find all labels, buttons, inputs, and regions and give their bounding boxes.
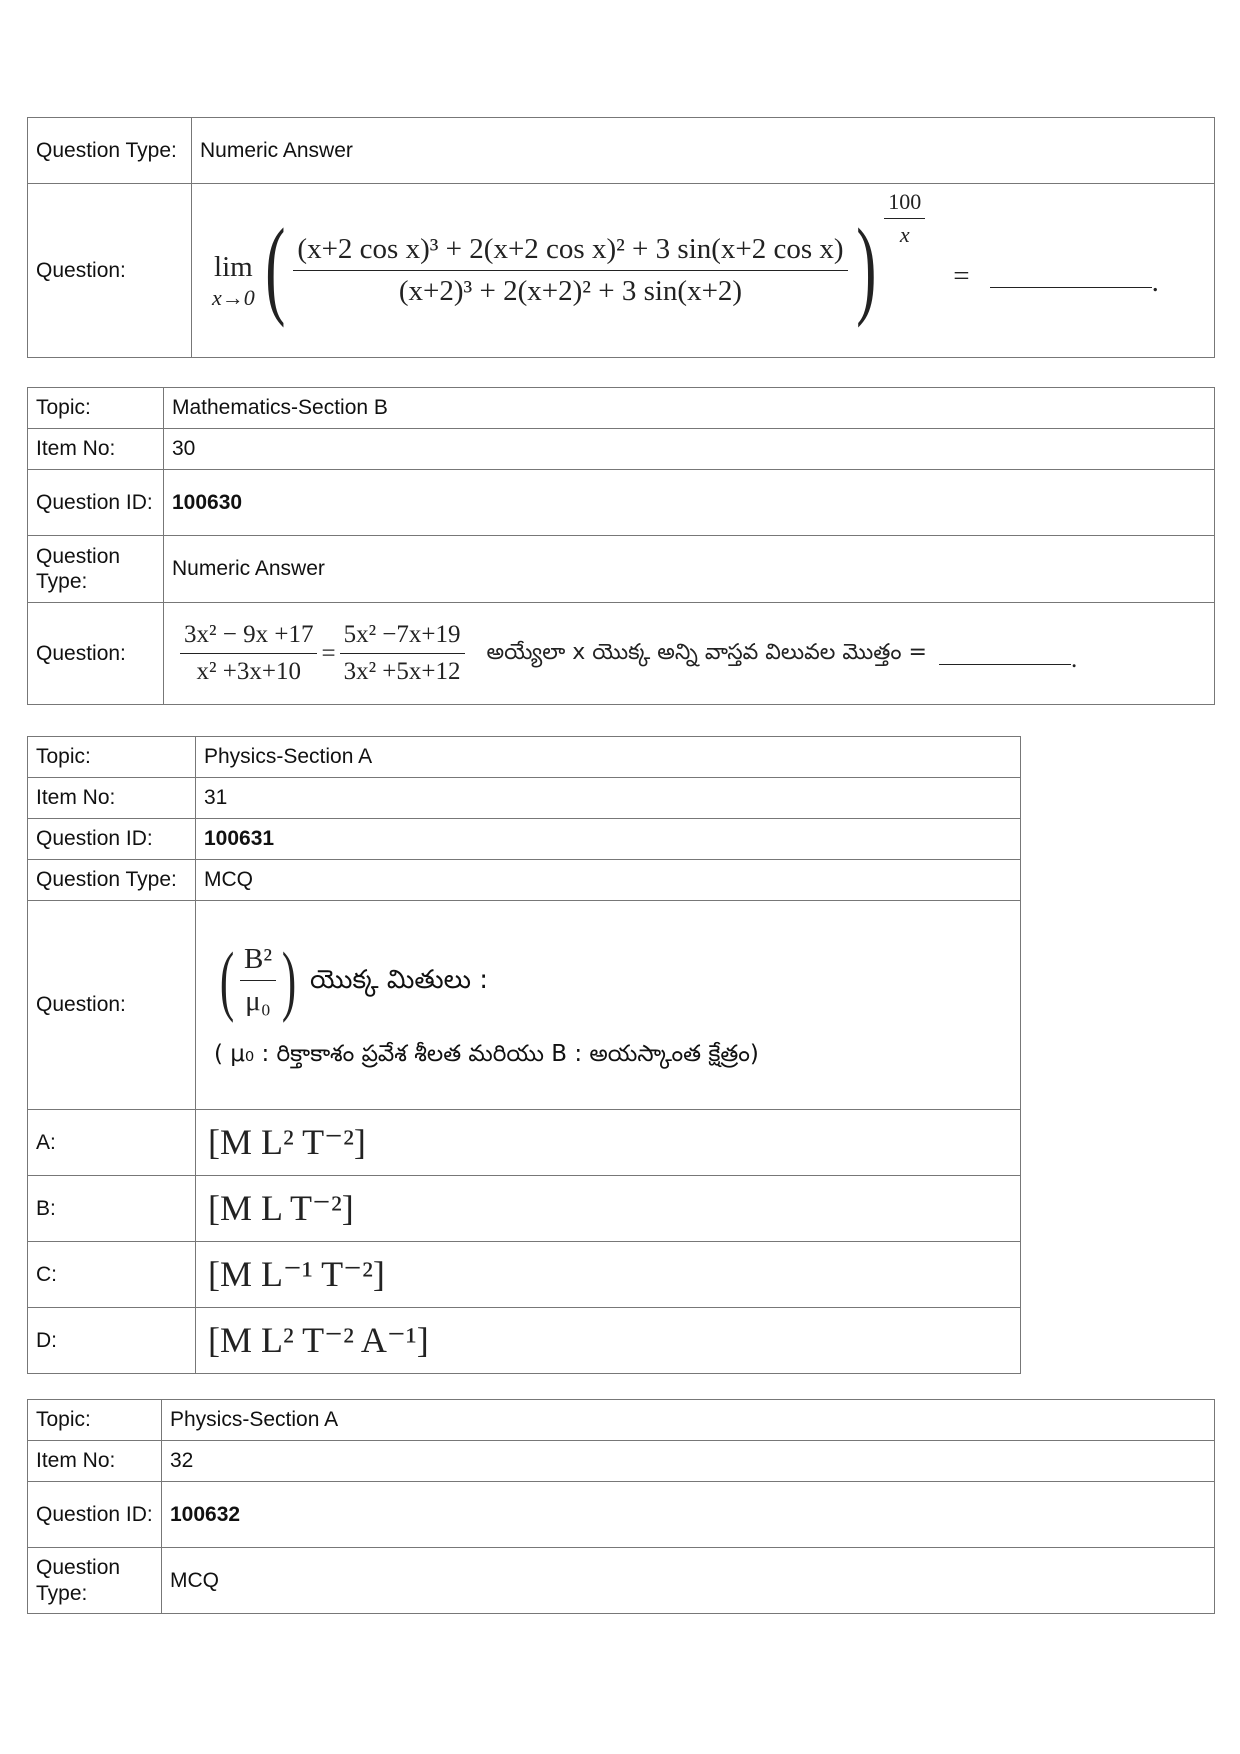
- question-content: [196, 901, 1021, 1110]
- frac-numerator: B²: [240, 942, 276, 981]
- limit-fraction: [293, 232, 847, 309]
- item-no-value: 30: [164, 429, 1215, 470]
- question-type-label: Question Type:: [28, 118, 192, 184]
- equals-sign: =: [953, 260, 970, 293]
- b-squared-over-mu0: [240, 942, 276, 1019]
- question-block-30: [27, 387, 1215, 705]
- question-type-value: MCQ: [196, 860, 1021, 901]
- option-d-value[interactable]: [M L² T⁻² A⁻¹]: [196, 1308, 1021, 1374]
- lhs-fraction: [180, 620, 317, 687]
- limit-operator: lim x→0: [212, 250, 255, 310]
- option-a-value[interactable]: [M L² T⁻²]: [196, 1110, 1021, 1176]
- topic-label: Topic:: [28, 1400, 162, 1441]
- lhs-numerator: 3x² − 9x +17: [180, 620, 317, 654]
- question-label: Question:: [28, 901, 196, 1110]
- question-label: Question:: [28, 603, 164, 705]
- question-block-29-continued: [27, 117, 1215, 358]
- question-block-32: [27, 1399, 1215, 1614]
- exponent-numerator: 100: [884, 189, 925, 219]
- frac-denominator: μ₀: [245, 984, 271, 1017]
- topic-value: Physics-Section A: [196, 737, 1021, 778]
- question-type-value: Numeric Answer: [192, 118, 1215, 184]
- question-id-label: Question ID:: [28, 819, 196, 860]
- limit-expression: lim x→0 ( $\frac{\text{(x+2 cos x)³ + 2(x+2 cos x)² + 3 sin(x+2 cos x)}}{\text{(x+2)³ + 2(x+2)² + 3 sin(x+2)}}$ ) $\frac{100}{x}$ = .: [212, 188, 1159, 328]
- question-id-value: 100632: [162, 1482, 1215, 1548]
- option-c-value[interactable]: [M L⁻¹ T⁻²]: [196, 1242, 1021, 1308]
- topic-value: Mathematics-Section B: [164, 388, 1215, 429]
- item-no-value: 31: [196, 778, 1021, 819]
- question-id-value: 100631: [196, 819, 1021, 860]
- rhs-fraction: [340, 620, 465, 687]
- limit-denominator: (x+2)³ + 2(x+2)² + 3 sin(x+2): [398, 275, 743, 307]
- question-type-label: Question Type:: [28, 536, 164, 603]
- item-no-label: Item No:: [28, 778, 196, 819]
- item-no-label: Item No:: [28, 1441, 162, 1482]
- question-id-value: 100630: [164, 470, 1215, 536]
- option-c-label: C:: [28, 1242, 196, 1308]
- answer-blank: [990, 286, 1152, 288]
- topic-label: Topic:: [28, 388, 164, 429]
- question-type-value: Numeric Answer: [164, 536, 1215, 603]
- question-text-line-1: యొక్క మితులు :: [310, 964, 489, 995]
- question-type-value: MCQ: [162, 1548, 1215, 1614]
- exponent-denominator: x: [899, 222, 910, 247]
- answer-blank: [939, 663, 1071, 665]
- limit-numerator: (x+2 cos x)³ + 2(x+2 cos x)² + 3 sin(x+2 cos x): [293, 232, 847, 271]
- question-label: Question:: [28, 184, 192, 358]
- question-content: [164, 603, 1215, 705]
- topic-value: Physics-Section A: [162, 1400, 1215, 1441]
- option-b-value[interactable]: [M L T⁻²]: [196, 1176, 1021, 1242]
- question-block-31: [27, 736, 1021, 1374]
- question-type-label: Question Type:: [28, 860, 196, 901]
- topic-label: Topic:: [28, 737, 196, 778]
- question-type-label: Question Type:: [28, 1548, 162, 1614]
- question-id-label: Question ID:: [28, 1482, 162, 1548]
- rhs-numerator: 5x² −7x+19: [340, 620, 465, 654]
- right-paren: ): [855, 205, 876, 328]
- left-paren: (: [265, 205, 286, 328]
- question-text-line-2: ( μ₀ : రిక్తాకాశం ప్రవేశ శీలత మరియు B : అయస్కాంత క్షేత్రం): [214, 1041, 759, 1068]
- question-content: [192, 184, 1215, 358]
- rational-equation: $\frac{\text{3x² − 9x +17}}{\text{x² +3x+10}}$ = $\frac{\text{5x² −7x+19}}{\text{3x² +5x+12}}$ అయ్యేలా x యొక్క అన్ని వాస్తవ విలువల మొత్తం = .: [180, 620, 1206, 687]
- option-a-label: A:: [28, 1110, 196, 1176]
- question-text: అయ్యేలా x యొక్క అన్ని వాస్తవ విలువల మొత్తం =: [486, 640, 927, 666]
- option-d-label: D:: [28, 1308, 196, 1374]
- equals-sign: =: [321, 639, 336, 667]
- question-line-1: ( $\frac{\text{B²}}{\text{μ₀}}$ ) యొక్క మితులు :: [219, 936, 489, 1024]
- option-b-label: B:: [28, 1176, 196, 1242]
- item-no-label: Item No:: [28, 429, 164, 470]
- lhs-denominator: x² +3x+10: [196, 658, 301, 685]
- limit-exponent: [884, 189, 925, 249]
- question-id-label: Question ID:: [28, 470, 164, 536]
- item-no-value: 32: [162, 1441, 1215, 1482]
- rhs-denominator: 3x² +5x+12: [343, 658, 461, 685]
